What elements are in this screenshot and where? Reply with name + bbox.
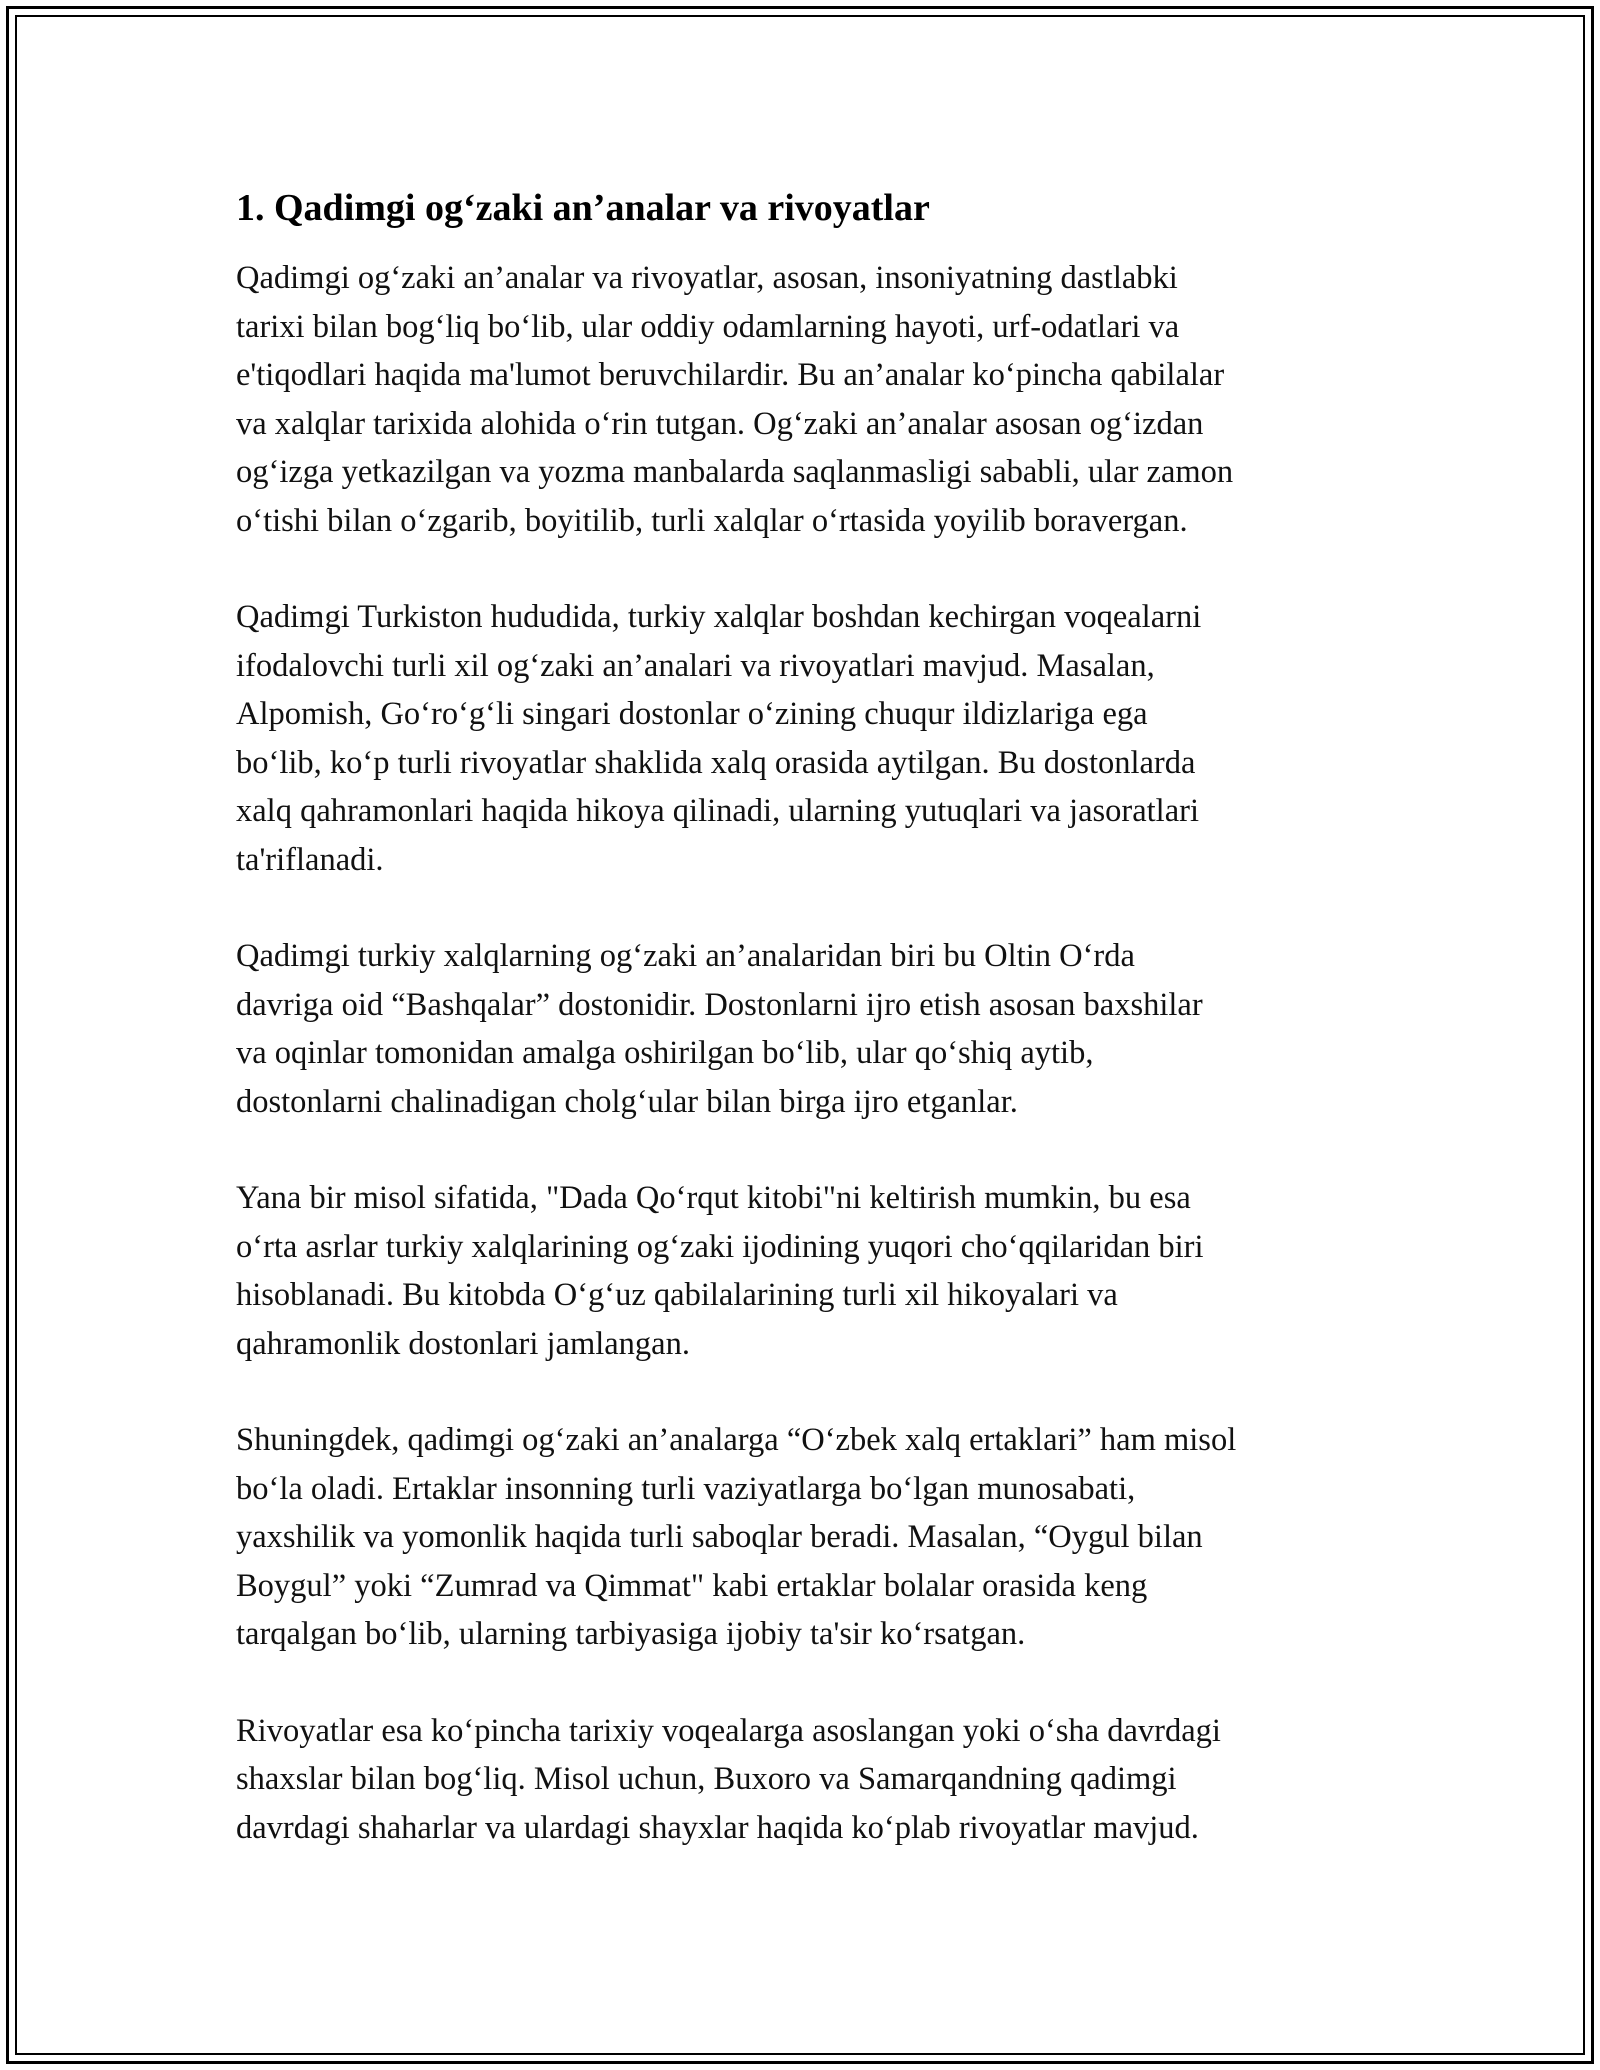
text-line: Yana bir misol sifatida, "Dada Qo‘rqut kitobi"ni keltirish mumkin, bu esa: [236, 1180, 1191, 1216]
text-line: shaxslar bilan bog‘liq. Misol uchun, Buxoro va Samarqandning qadimgi: [236, 1761, 1177, 1797]
text-line: xalq qahramonlari haqida hikoya qilinadi, ularning yutuqlari va jasoratlari: [236, 793, 1199, 829]
text-line: ta'riflanadi.: [236, 841, 384, 878]
text-line: Qadimgi Turkiston hududida, turkiy xalqlar boshdan kechirgan voqealarni: [236, 599, 1202, 635]
paragraph-2: [236, 593, 1376, 884]
text-line: e'tiqodlari haqida ma'lumot beruvchilardir. Bu an’analar ko‘pincha qabilalar: [236, 357, 1225, 393]
text-line: yaxshilik va yomonlik haqida turli saboqlar beradi. Masalan, “Oygul bilan: [236, 1519, 1203, 1555]
paragraph-5: [236, 1416, 1376, 1659]
text-line: hisoblanadi. Bu kitobda O‘g‘uz qabilalarining turli xil hikoyalari va: [236, 1277, 1118, 1313]
text-line: o‘rta asrlar turkiy xalqlarining og‘zaki ijodining yuqori cho‘qqilaridan biri: [236, 1228, 1204, 1265]
text-line: Boygul” yoki “Zumrad va Qimmat" kabi ertaklar bolalar orasida keng: [236, 1567, 1148, 1604]
text-line: tarixi bilan bog‘liq bo‘lib, ular oddiy odamlarning hayoti, urf-odatlari va: [236, 308, 1180, 345]
document-body: [236, 184, 1376, 1900]
text-line: va xalqlar tarixida alohida o‘rin tutgan. Og‘zaki an’analar asosan og‘izdan: [236, 405, 1204, 442]
text-line: davriga oid “Bashqalar” dostonidir. Dostonlarni ijro etish asosan baxshilar: [236, 986, 1203, 1023]
text-line: ifodalovchi turli xil og‘zaki an’analari va rivoyatlari mavjud. Masalan,: [236, 647, 1155, 684]
text-line: Alpomish, Go‘ro‘g‘li singari dostonlar o‘zining chuqur ildizlariga ega: [236, 696, 1148, 732]
text-line: dostonlarni chalinadigan cholg‘ular bilan birga ijro etganlar.: [236, 1083, 1018, 1120]
paragraph-3: [236, 932, 1376, 1126]
paragraph-1: [236, 254, 1376, 545]
text-line: Qadimgi turkiy xalqlarning og‘zaki an’analaridan biri bu Oltin O‘rda: [236, 938, 1135, 974]
text-line: o‘tishi bilan o‘zgarib, boyitilib, turli xalqlar o‘rtasida yoyilib boravergan.: [236, 502, 1188, 539]
text-line: Qadimgi og‘zaki an’analar va rivoyatlar, asosan, insoniyatning dastlabki: [236, 260, 1178, 296]
text-line: qahramonlik dostonlari jamlangan.: [236, 1325, 690, 1362]
paragraph-6: [236, 1707, 1376, 1853]
text-line: Rivoyatlar esa ko‘pincha tarixiy voqealarga asoslangan yoki o‘sha davrdagi: [236, 1712, 1221, 1749]
section-heading: 1. Qadimgi og‘zaki an’analar va rivoyatlar: [236, 187, 930, 229]
text-line: davrdagi shaharlar va ulardagi shayxlar haqida ko‘plab rivoyatlar mavjud.: [236, 1809, 1199, 1846]
text-line: Shuningdek, qadimgi og‘zaki an’analarga “O‘zbek xalq ertaklari” ham misol: [236, 1422, 1237, 1458]
paragraph-4: [236, 1174, 1376, 1368]
text-line: va oqinlar tomonidan amalga oshirilgan bo‘lib, ular qo‘shiq aytib,: [236, 1035, 1094, 1071]
text-line: bo‘la oladi. Ertaklar insonning turli vaziyatlarga bo‘lgan munosabati,: [236, 1470, 1136, 1507]
text-line: og‘izga yetkazilgan va yozma manbalarda saqlanmasligi sababli, ular zamon: [236, 454, 1234, 490]
text-line: bo‘lib, ko‘p turli rivoyatlar shaklida xalq orasida aytilgan. Bu dostonlarda: [236, 744, 1196, 781]
text-line: tarqalgan bo‘lib, ularning tarbiyasiga ijobiy ta'sir ko‘rsatgan.: [236, 1616, 1026, 1652]
